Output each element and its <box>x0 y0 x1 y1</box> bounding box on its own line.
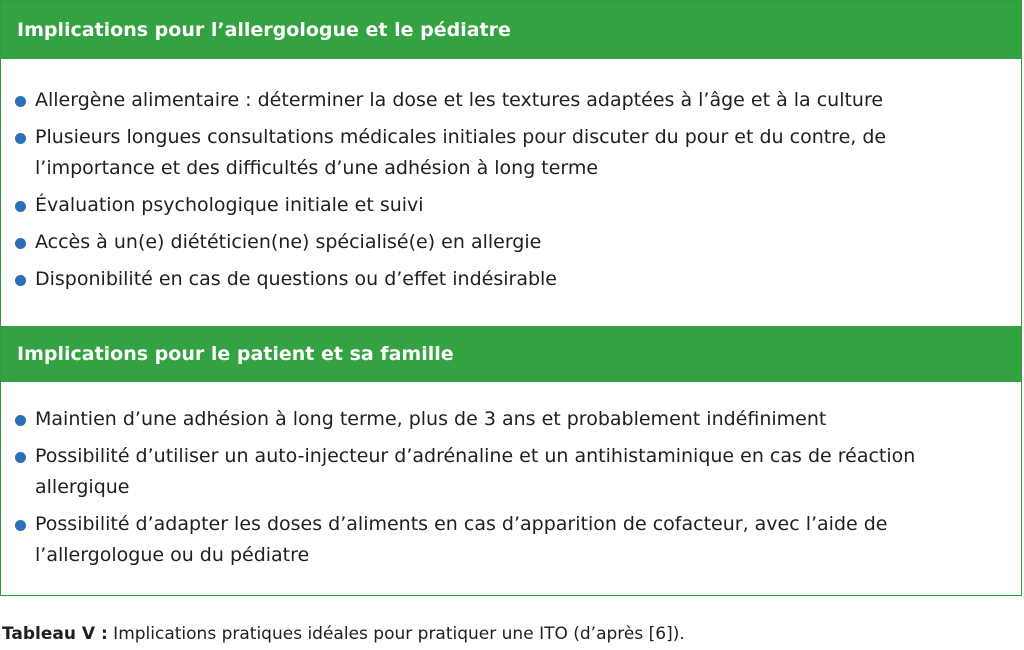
list-item <box>1 264 1021 295</box>
bullet-dot-icon <box>15 415 26 426</box>
section-title: Implications pour le patient et sa famille <box>17 343 454 365</box>
list-item-text: Possibilité d’adapter les doses d’aliments en cas d’apparition de cofacteur, avec l’aide de l’allergologue ou du pédiatre <box>35 513 888 566</box>
table-caption <box>2 624 685 644</box>
section-header-physician <box>1 1 1021 59</box>
list-item <box>1 122 1021 184</box>
bullet-dot-icon <box>15 133 26 144</box>
list-item <box>1 441 1021 503</box>
bullet-dot-icon <box>15 201 26 212</box>
bullet-dot-icon <box>15 275 26 286</box>
list-item-text: Possibilité d’utiliser un auto-injecteur d’adrénaline et un antihistaminique en cas de réaction allergique <box>35 445 916 498</box>
list-item-text: Plusieurs longues consultations médicales initiales pour discuter du pour et du contre, de l’importance et des difficultés d’une adhésion à long terme <box>35 126 887 179</box>
list-item <box>1 509 1021 571</box>
section-title: Implications pour l’allergologue et le pédiatre <box>17 19 511 41</box>
section-header-patient <box>1 326 1021 382</box>
section-list-physician <box>1 85 1021 301</box>
bullet-dot-icon <box>15 520 26 531</box>
bullet-dot-icon <box>15 96 26 107</box>
list-item <box>1 404 1021 435</box>
caption-label: Tableau V : <box>2 624 108 644</box>
list-item <box>1 190 1021 221</box>
list-item-text: Disponibilité en cas de questions ou d’effet indésirable <box>35 268 557 290</box>
section-list-patient <box>1 404 1021 577</box>
bullet-dot-icon <box>15 238 26 249</box>
bullet-dot-icon <box>15 452 26 463</box>
caption-text: Implications pratiques idéales pour pratiquer une ITO (d’après [6]). <box>107 624 685 644</box>
list-item-text: Évaluation psychologique initiale et suivi <box>35 194 424 216</box>
list-item-text: Accès à un(e) diététicien(ne) spécialisé(e) en allergie <box>35 231 542 253</box>
list-item-text: Maintien d’une adhésion à long terme, plus de 3 ans et probablement indéfiniment <box>35 408 827 430</box>
list-item <box>1 85 1021 116</box>
list-item <box>1 227 1021 258</box>
list-item-text: Allergène alimentaire : déterminer la dose et les textures adaptées à l’âge et à la culture <box>35 89 884 111</box>
